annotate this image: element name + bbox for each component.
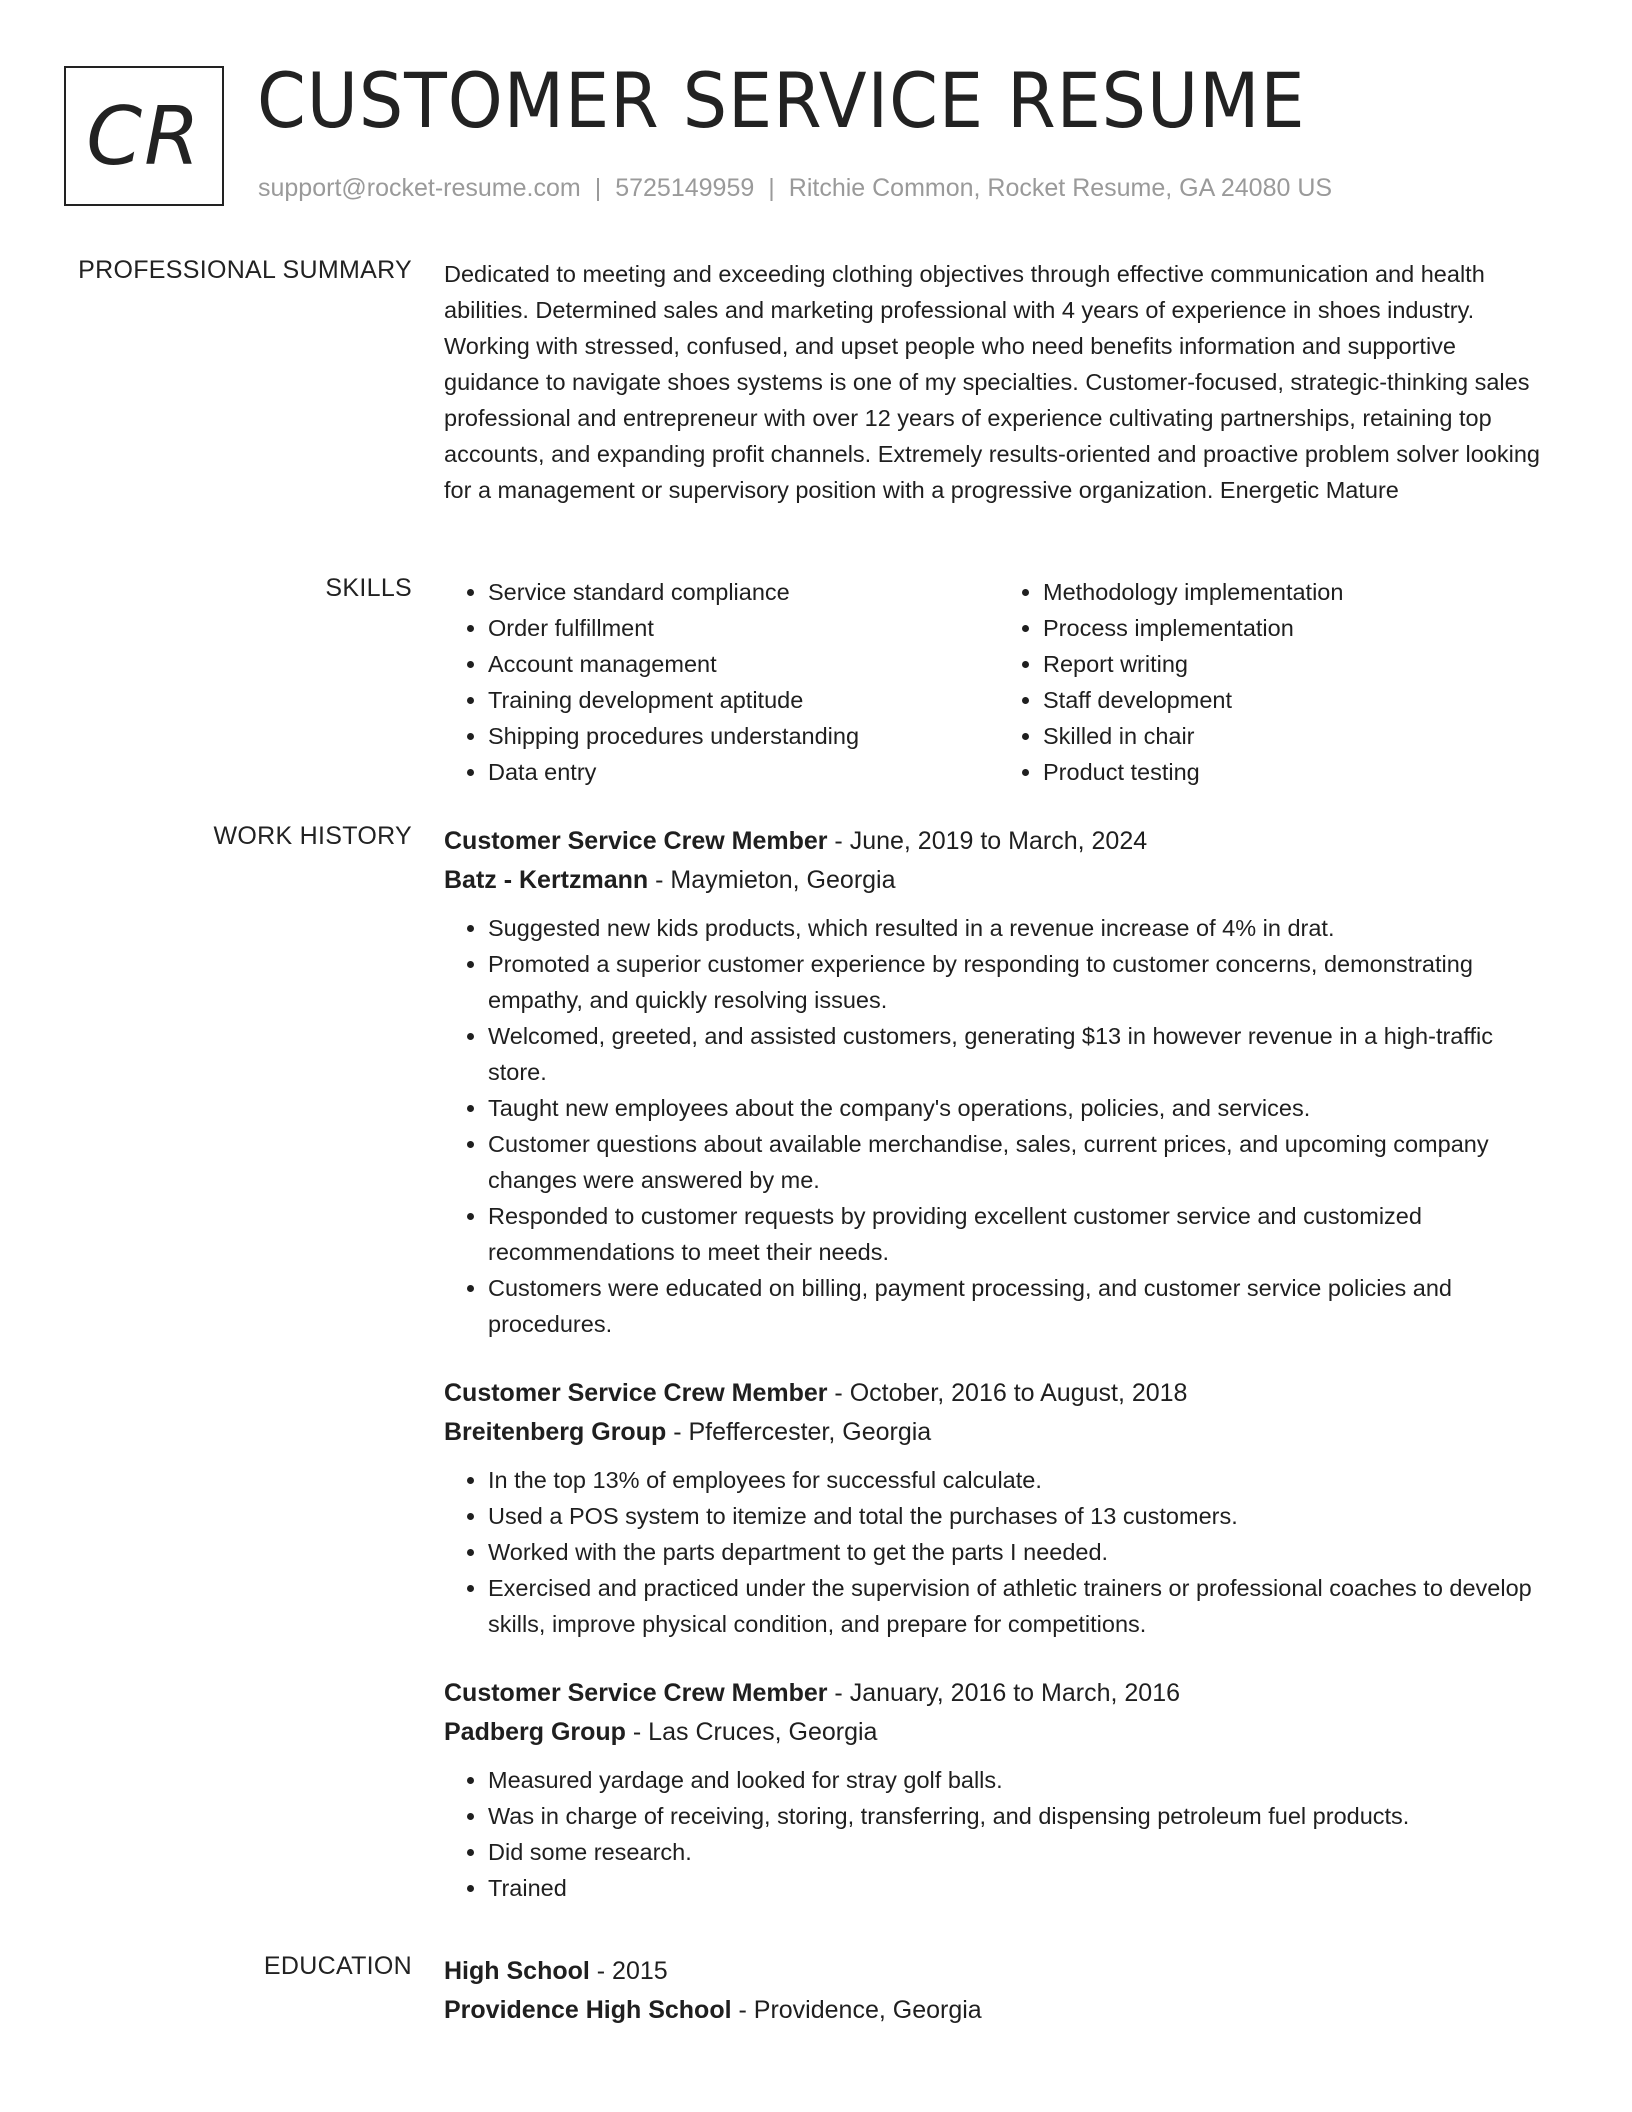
contact-email[interactable]: support@rocket-resume.com bbox=[258, 174, 581, 202]
skill-item: • Data entry bbox=[488, 754, 999, 790]
education-school: Providence High School bbox=[444, 1996, 732, 2024]
job-duty: • Trained bbox=[488, 1870, 1554, 1906]
skill-item: • Skilled in chair bbox=[1043, 718, 1554, 754]
section-label-education: EDUCATION bbox=[263, 1952, 412, 1980]
education-school-line bbox=[444, 1991, 1554, 2030]
skill-item: • Methodology implementation bbox=[1043, 574, 1554, 610]
job-duty: • Taught new employees about the company's operations, policies, and services. bbox=[488, 1090, 1554, 1126]
contact-separator: | bbox=[594, 174, 602, 202]
job-company-line bbox=[444, 1713, 1554, 1752]
job-duty: • Responded to customer requests by providing excellent customer service and customized recommendations to meet their needs. bbox=[488, 1198, 1554, 1270]
job-title: Customer Service Crew Member bbox=[444, 827, 828, 855]
job-duty: • Worked with the parts department to get the parts I needed. bbox=[488, 1534, 1554, 1570]
job-duty: • Welcomed, greeted, and assisted customers, generating $13 in however revenue in a high-traffic store. bbox=[488, 1018, 1554, 1090]
work-history-content bbox=[444, 822, 1554, 1906]
skill-item: • Order fulfillment bbox=[488, 610, 999, 646]
job-company: Batz - Kertzmann bbox=[444, 866, 649, 894]
skill-item: • Process implementation bbox=[1043, 610, 1554, 646]
job-entry bbox=[444, 1374, 1554, 1642]
contact-line bbox=[258, 174, 1332, 203]
monogram-logo: CR bbox=[64, 66, 224, 206]
job-title-line bbox=[444, 1674, 1554, 1713]
job-duties-list bbox=[444, 1762, 1554, 1906]
contact-phone[interactable]: 5725149959 bbox=[615, 174, 755, 202]
job-company: Padberg Group bbox=[444, 1718, 626, 1746]
education-year: - 2015 bbox=[589, 1957, 668, 1985]
skills-columns bbox=[444, 574, 1554, 790]
job-entry bbox=[444, 822, 1554, 1342]
skills-list-left bbox=[444, 574, 999, 790]
job-duty: • Customers were educated on billing, payment processing, and customer service policies and procedures. bbox=[488, 1270, 1554, 1342]
education-content bbox=[444, 1952, 1554, 2030]
skill-item: • Product testing bbox=[1043, 754, 1554, 790]
job-company-line bbox=[444, 861, 1554, 900]
job-duty: • Promoted a superior customer experience by responding to customer concerns, demonstrating empathy, and quickly resolving issues. bbox=[488, 946, 1554, 1018]
job-title-line bbox=[444, 1374, 1554, 1413]
section-label-summary: PROFESSIONAL SUMMARY bbox=[78, 256, 412, 284]
section-label-skills: SKILLS bbox=[325, 574, 412, 602]
job-duty: • Exercised and practiced under the supervision of athletic trainers or professional coaches to develop skills, improve physical condition, and prepare for competitions. bbox=[488, 1570, 1554, 1642]
summary-text: Dedicated to meeting and exceeding clothing objectives through effective communication and health abilities. Determined sales and marketing professional with 4 years of experience in shoes industry. Working with stressed, confused, and upset people who need benefits information and supportive guidance to navigate shoes systems is one of my specialties. Customer-focused, strategic-thinking sales professional and entrepreneur with over 12 years of experience cultivating partnerships, retaining top accounts, and expanding profit channels. Extremely results-oriented and proactive problem solver looking for a management or supervisory position with a progressive organization. Energetic Mature bbox=[444, 261, 1540, 503]
section-label-work-history: WORK HISTORY bbox=[213, 822, 412, 850]
job-duty: • Customer questions about available merchandise, sales, current prices, and upcoming company changes were answered by me. bbox=[488, 1126, 1554, 1198]
job-title: Customer Service Crew Member bbox=[444, 1679, 828, 1707]
job-duties-list bbox=[444, 1462, 1554, 1642]
education-degree-line bbox=[444, 1952, 1554, 1991]
skill-item: • Service standard compliance bbox=[488, 574, 999, 610]
job-dates: - January, 2016 to March, 2016 bbox=[827, 1679, 1180, 1707]
job-company: Breitenberg Group bbox=[444, 1418, 667, 1446]
job-location: - Maymieton, Georgia bbox=[648, 866, 896, 894]
job-dates: - October, 2016 to August, 2018 bbox=[827, 1379, 1188, 1407]
job-title-line bbox=[444, 822, 1554, 861]
job-duty: • In the top 13% of employees for successful calculate. bbox=[488, 1462, 1554, 1498]
job-dates: - June, 2019 to March, 2024 bbox=[827, 827, 1148, 855]
job-duties-list bbox=[444, 910, 1554, 1342]
contact-address: Ritchie Common, Rocket Resume, GA 24080 US bbox=[788, 174, 1333, 202]
skill-item: • Report writing bbox=[1043, 646, 1554, 682]
education-location: - Providence, Georgia bbox=[731, 1996, 982, 2024]
skill-item: • Shipping procedures understanding bbox=[488, 718, 999, 754]
job-company-line bbox=[444, 1413, 1554, 1452]
skill-item: • Account management bbox=[488, 646, 999, 682]
job-duty: • Used a POS system to itemize and total the purchases of 13 customers. bbox=[488, 1498, 1554, 1534]
education-degree: High School bbox=[444, 1957, 590, 1985]
job-location: - Las Cruces, Georgia bbox=[625, 1718, 878, 1746]
job-title: Customer Service Crew Member bbox=[444, 1379, 828, 1407]
skill-item: • Training development aptitude bbox=[488, 682, 999, 718]
skills-list-right bbox=[999, 574, 1554, 790]
job-duty: • Measured yardage and looked for stray golf balls. bbox=[488, 1762, 1554, 1798]
job-location: - Pfeffercester, Georgia bbox=[666, 1418, 932, 1446]
job-duty: • Was in charge of receiving, storing, transferring, and dispensing petroleum fuel products. bbox=[488, 1798, 1554, 1834]
contact-separator: | bbox=[768, 174, 775, 202]
summary-content bbox=[444, 256, 1554, 508]
job-duty: • Did some research. bbox=[488, 1834, 1554, 1870]
job-duty: • Suggested new kids products, which resulted in a revenue increase of 4% in drat. bbox=[488, 910, 1554, 946]
skill-item: • Staff development bbox=[1043, 682, 1554, 718]
resume-title: CUSTOMER SERVICE RESUME bbox=[257, 56, 1306, 145]
job-entry bbox=[444, 1674, 1554, 1906]
